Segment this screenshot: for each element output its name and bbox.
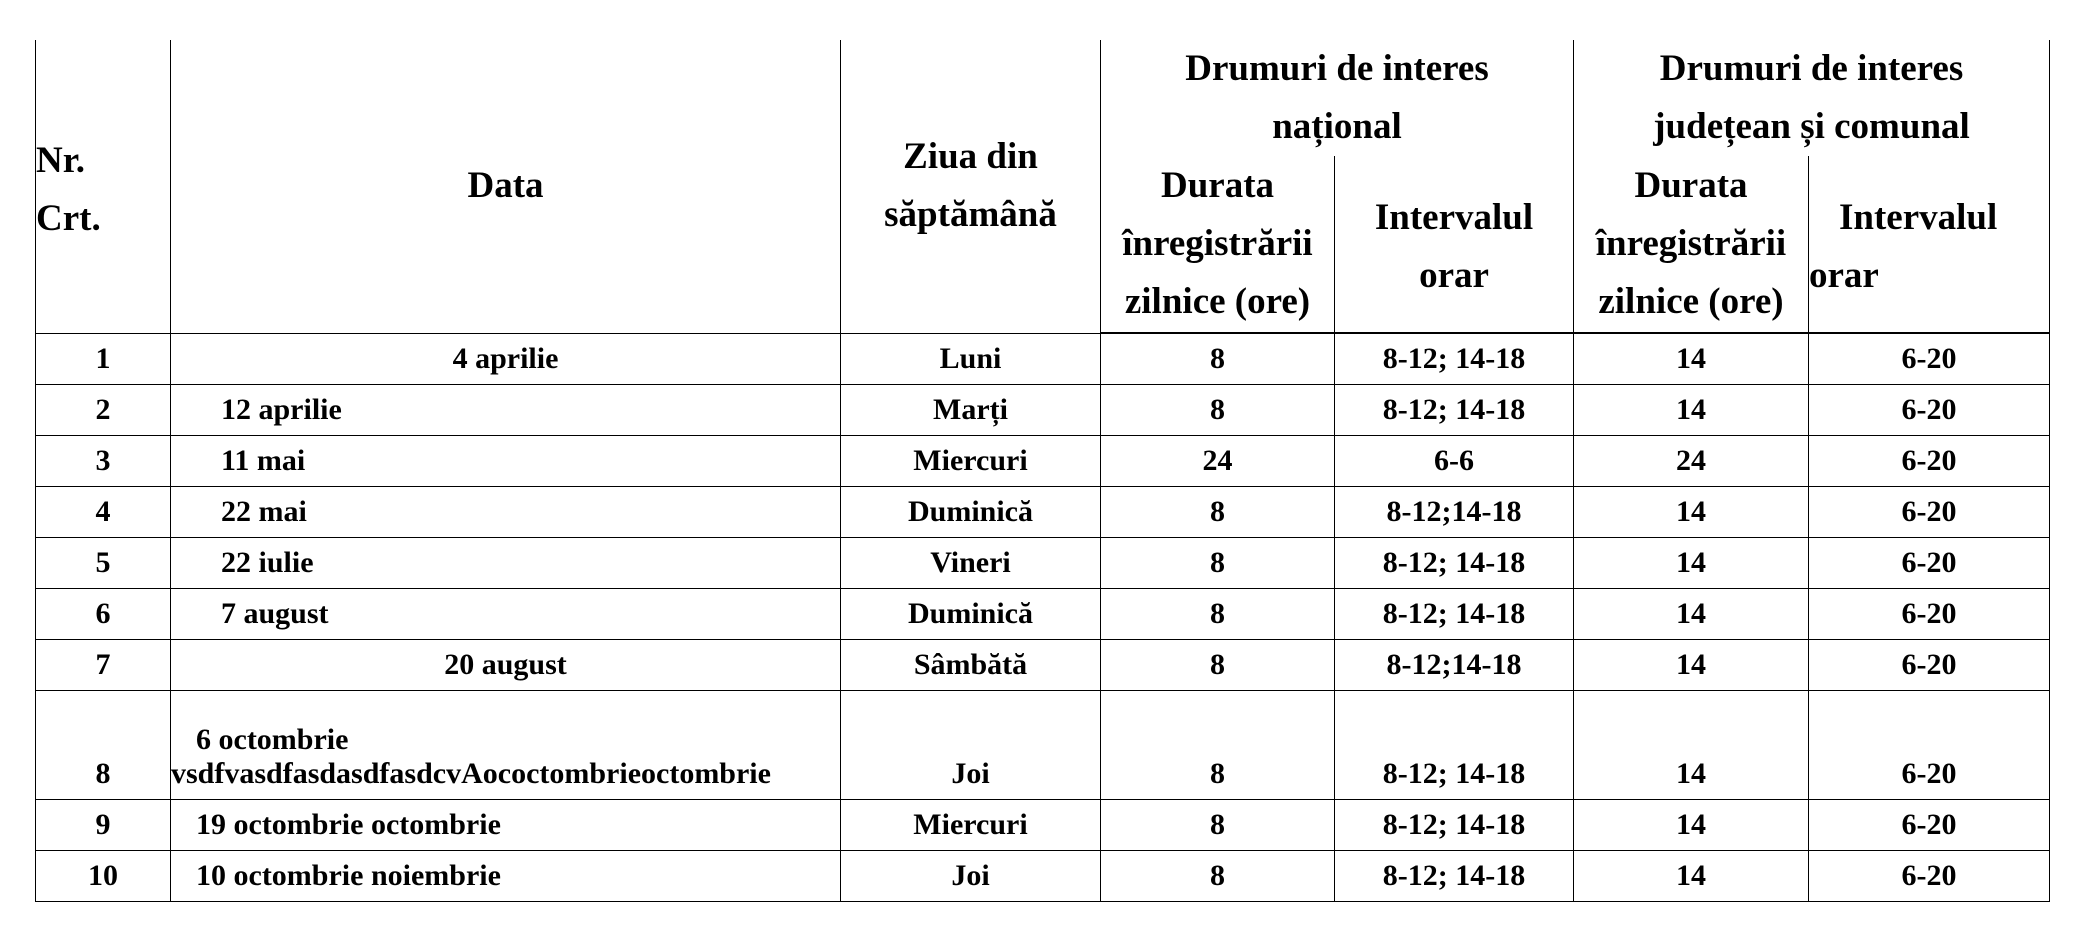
cell-nr: 6 xyxy=(36,589,171,640)
header-national-line1: Drumuri de interes xyxy=(1185,48,1489,89)
cell-judetean-durata: 14 xyxy=(1574,487,1809,538)
cell-data: 22 iulie xyxy=(171,538,841,589)
table-row xyxy=(36,538,2050,589)
cell-judetean-interval: 6-20 xyxy=(1809,487,2050,538)
cell-data: 12 aprilie xyxy=(171,385,841,436)
cell-ziua: Luni xyxy=(841,333,1101,385)
header-judetean-group xyxy=(1574,40,2050,156)
cell-national-interval: 8-12;14-18 xyxy=(1335,640,1574,691)
cell-judetean-durata: 14 xyxy=(1574,333,1809,385)
cell-ziua: Sâmbătă xyxy=(841,640,1101,691)
cell-judetean-interval: 6-20 xyxy=(1809,691,2050,800)
cell-national-interval: 8-12; 14-18 xyxy=(1335,800,1574,851)
table-row xyxy=(36,589,2050,640)
table-row xyxy=(36,691,2050,800)
header-ziua-line2: săptămână xyxy=(884,194,1057,236)
cell-judetean-interval: 6-20 xyxy=(1809,538,2050,589)
cell-ziua: Joi xyxy=(841,691,1101,800)
cell-judetean-interval: 6-20 xyxy=(1809,640,2050,691)
recording-schedule-table xyxy=(35,40,2050,902)
table-row xyxy=(36,800,2050,851)
cell-judetean-durata: 14 xyxy=(1574,385,1809,436)
cell-national-interval: 8-12; 14-18 xyxy=(1335,538,1574,589)
cell-national-durata: 8 xyxy=(1101,385,1335,436)
cell-judetean-durata: 14 xyxy=(1574,589,1809,640)
cell-ziua: Joi xyxy=(841,851,1101,902)
cell-nr: 10 xyxy=(36,851,171,902)
cell-judetean-interval: 6-20 xyxy=(1809,851,2050,902)
cell-data xyxy=(171,691,841,800)
cell-data: 22 mai xyxy=(171,487,841,538)
header-data: Data xyxy=(171,40,841,333)
cell-ziua: Duminică xyxy=(841,589,1101,640)
header-nr-line2: Crt. xyxy=(36,198,101,240)
cell-national-durata: 8 xyxy=(1101,640,1335,691)
cell-data: 4 aprilie xyxy=(171,333,841,385)
cell-nr: 9 xyxy=(36,800,171,851)
cell-national-durata: 8 xyxy=(1101,691,1335,800)
cell-judetean-interval: 6-20 xyxy=(1809,436,2050,487)
cell-ziua: Vineri xyxy=(841,538,1101,589)
cell-national-durata: 8 xyxy=(1101,851,1335,902)
header-nr-crt xyxy=(36,40,171,333)
header-national-interval xyxy=(1335,156,1574,333)
durata-line2: înregistrării xyxy=(1122,223,1313,264)
header-row-groups xyxy=(36,40,2050,156)
cell-national-interval: 8-12; 14-18 xyxy=(1335,385,1574,436)
durata-line3: zilnice (ore) xyxy=(1124,281,1311,322)
cell-judetean-durata: 14 xyxy=(1574,691,1809,800)
cell-judetean-interval: 6-20 xyxy=(1809,800,2050,851)
cell-national-durata: 8 xyxy=(1101,333,1335,385)
interval-line1: Intervalul xyxy=(1839,197,1998,238)
cell-judetean-interval: 6-20 xyxy=(1809,333,2050,385)
table-header xyxy=(36,40,2050,333)
cell-nr: 5 xyxy=(36,538,171,589)
cell-nr: 2 xyxy=(36,385,171,436)
cell-national-durata: 8 xyxy=(1101,589,1335,640)
table-row xyxy=(36,640,2050,691)
cell-national-durata: 24 xyxy=(1101,436,1335,487)
header-national-durata xyxy=(1101,156,1335,333)
header-ziua-line1: Ziua din xyxy=(903,136,1038,178)
table-row xyxy=(36,385,2050,436)
table-row xyxy=(36,851,2050,902)
cell-national-durata: 8 xyxy=(1101,800,1335,851)
header-ziua xyxy=(841,40,1101,333)
header-judetean-line1: Drumuri de interes xyxy=(1659,48,1964,89)
durata-line2: înregistrării xyxy=(1595,223,1787,264)
header-judetean-interval xyxy=(1809,156,2050,333)
cell-nr: 3 xyxy=(36,436,171,487)
header-judetean-line2: județean și comunal xyxy=(1653,106,1970,147)
table-row xyxy=(36,487,2050,538)
cell-national-interval: 8-12;14-18 xyxy=(1335,487,1574,538)
cell-national-durata: 8 xyxy=(1101,538,1335,589)
cell-national-interval: 6-6 xyxy=(1335,436,1574,487)
cell-data: 19 octombrie octombrie xyxy=(171,800,841,851)
interval-line2: orar xyxy=(1419,255,1489,296)
cell-ziua: Miercuri xyxy=(841,800,1101,851)
cell-national-interval: 8-12; 14-18 xyxy=(1335,691,1574,800)
table-row xyxy=(36,436,2050,487)
cell-nr: 7 xyxy=(36,640,171,691)
cell-national-durata: 8 xyxy=(1101,487,1335,538)
cell-national-interval: 8-12; 14-18 xyxy=(1335,851,1574,902)
interval-line1: Intervalul xyxy=(1374,197,1534,238)
cell-judetean-durata: 24 xyxy=(1574,436,1809,487)
cell-data-line1: 6 octombrie xyxy=(196,723,349,756)
table-body xyxy=(36,333,2050,902)
cell-ziua: Duminică xyxy=(841,487,1101,538)
header-nr-line1: Nr. xyxy=(36,140,85,182)
interval-line2: orar xyxy=(1809,255,1879,296)
cell-data-line2: vsdfvasdfasdasdfasdcvAococtombrieoctombrie xyxy=(171,757,771,790)
cell-national-interval: 8-12; 14-18 xyxy=(1335,589,1574,640)
durata-line3: zilnice (ore) xyxy=(1598,281,1784,322)
header-national-group xyxy=(1101,40,1574,156)
durata-line1: Durata xyxy=(1634,165,1748,206)
header-national-line2: național xyxy=(1272,106,1402,147)
cell-data: 7 august xyxy=(171,589,841,640)
cell-judetean-durata: 14 xyxy=(1574,851,1809,902)
cell-data: 10 octombrie noiembrie xyxy=(171,851,841,902)
cell-nr: 1 xyxy=(36,333,171,385)
table-row xyxy=(36,333,2050,385)
cell-national-interval: 8-12; 14-18 xyxy=(1335,333,1574,385)
cell-data: 20 august xyxy=(171,640,841,691)
cell-ziua: Marți xyxy=(841,385,1101,436)
cell-judetean-interval: 6-20 xyxy=(1809,385,2050,436)
cell-judetean-durata: 14 xyxy=(1574,800,1809,851)
cell-judetean-durata: 14 xyxy=(1574,538,1809,589)
cell-nr: 8 xyxy=(36,691,171,800)
cell-ziua: Miercuri xyxy=(841,436,1101,487)
durata-line1: Durata xyxy=(1160,165,1275,206)
cell-data: 11 mai xyxy=(171,436,841,487)
cell-judetean-interval: 6-20 xyxy=(1809,589,2050,640)
cell-nr: 4 xyxy=(36,487,171,538)
cell-judetean-durata: 14 xyxy=(1574,640,1809,691)
header-judetean-durata xyxy=(1574,156,1809,333)
